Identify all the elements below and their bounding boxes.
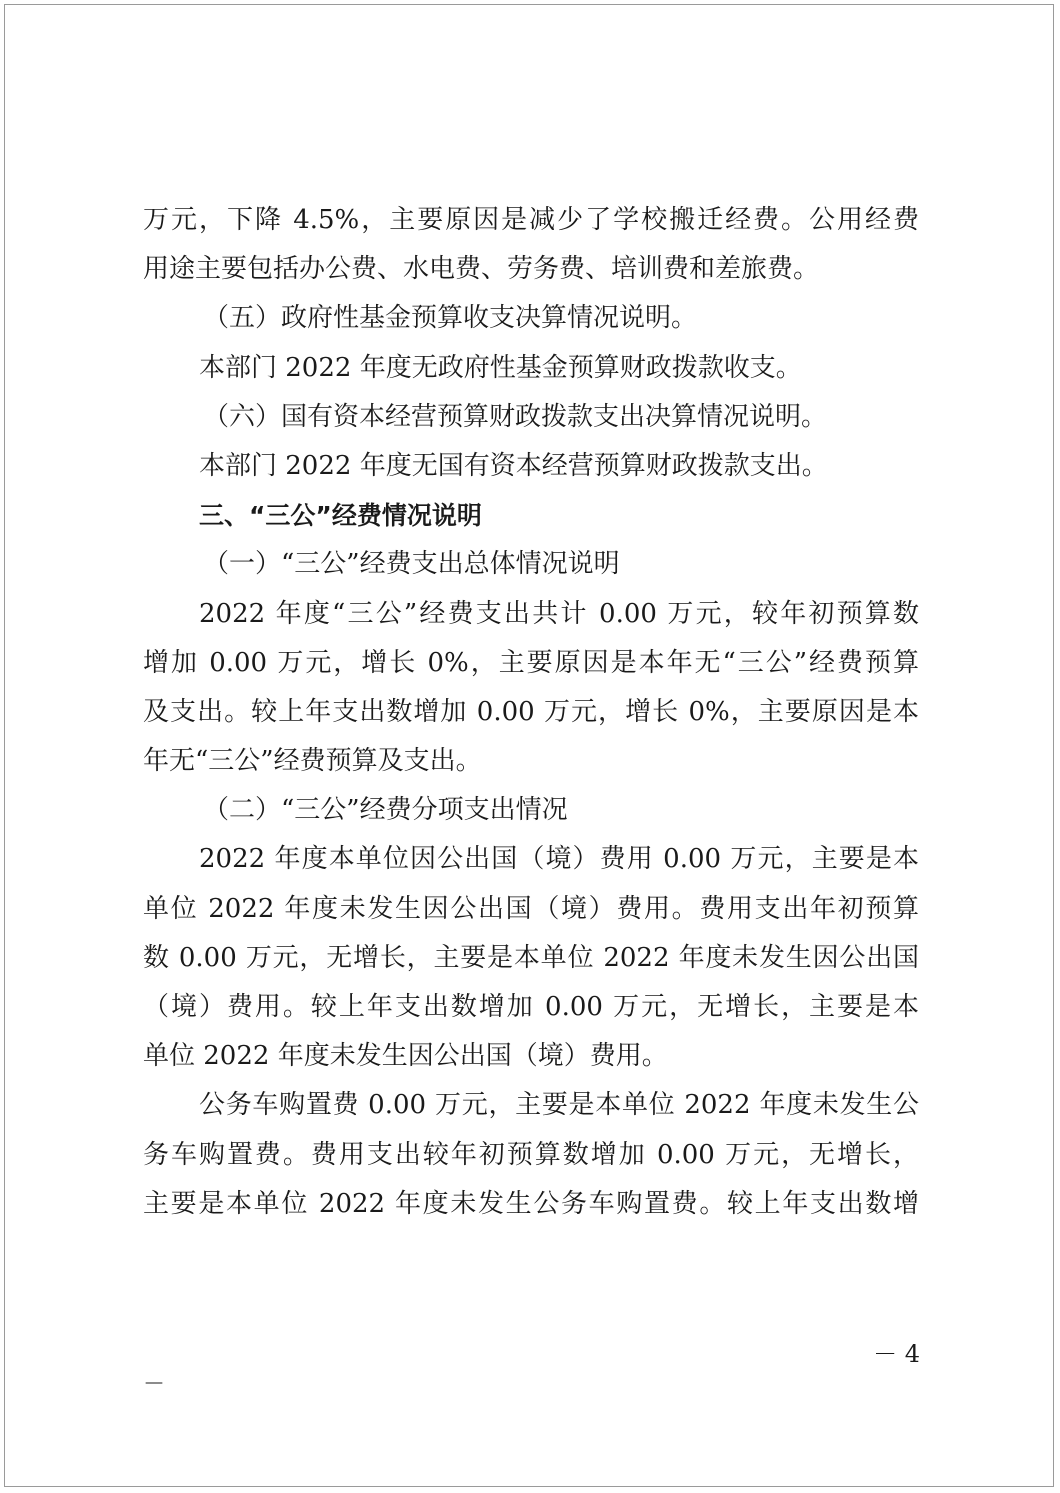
paragraph-line: 增加 0.00 万元，增长 0%，主要原因是本年无“三公”经费预算 [143, 647, 919, 678]
paragraph-line: 2022 年度本单位因公出国（境）费用 0.00 万元，主要是本 [199, 844, 919, 875]
section-heading: （一）“三公”经费支出总体情况说明 [203, 549, 620, 580]
page-number-tail: － [143, 1372, 166, 1397]
page-number: － 4 [873, 1340, 920, 1368]
paragraph-line: 2022 年度“三公”经费支出共计 0.00 万元，较年初预算数 [199, 598, 919, 629]
paragraph-line: 本部门 2022 年度无国有资本经营预算财政拨款支出。 [199, 450, 828, 481]
section-heading: （五）政府性基金预算收支决算情况说明。 [203, 303, 698, 334]
paragraph-line: 及支出。较上年支出数增加 0.00 万元，增长 0%，主要原因是本 [143, 696, 919, 727]
paragraph-line: 单位 2022 年度未发生因公出国（境）费用。费用支出年初预算 [143, 893, 919, 924]
paragraph-line: 主要是本单位 2022 年度未发生公务车购置费。较上年支出数增 [143, 1188, 919, 1219]
paragraph-line: 万元，下降 4.5%，主要原因是减少了学校搬迁经费。公用经费 [143, 205, 919, 235]
document-body [143, 196, 919, 1229]
section-heading: （六）国有资本经营预算财政拨款支出决算情况说明。 [203, 401, 828, 432]
paragraph-line: 单位 2022 年度未发生因公出国（境）费用。 [143, 1041, 668, 1072]
paragraph-line: 年无“三公”经费预算及支出。 [143, 746, 482, 777]
paragraph-line: （境）费用。较上年支出数增加 0.00 万元，无增长，主要是本 [143, 992, 919, 1022]
chapter-heading: 三、“三公”经费情况说明 [199, 501, 482, 531]
paragraph-line: 数 0.00 万元，无增长，主要是本单位 2022 年度未发生因公出国 [143, 942, 919, 973]
paragraph-line: 公务车购置费 0.00 万元，主要是本单位 2022 年度未发生公 [199, 1090, 919, 1121]
section-heading: （二）“三公”经费分项支出情况 [203, 795, 568, 826]
paragraph-line: 务车购置费。费用支出较年初预算数增加 0.00 万元，无增长， [143, 1139, 919, 1170]
paragraph-line: 本部门 2022 年度无政府性基金预算财政拨款收支。 [199, 352, 802, 383]
paragraph-line: 用途主要包括办公费、水电费、劳务费、培训费和差旅费。 [143, 254, 820, 285]
